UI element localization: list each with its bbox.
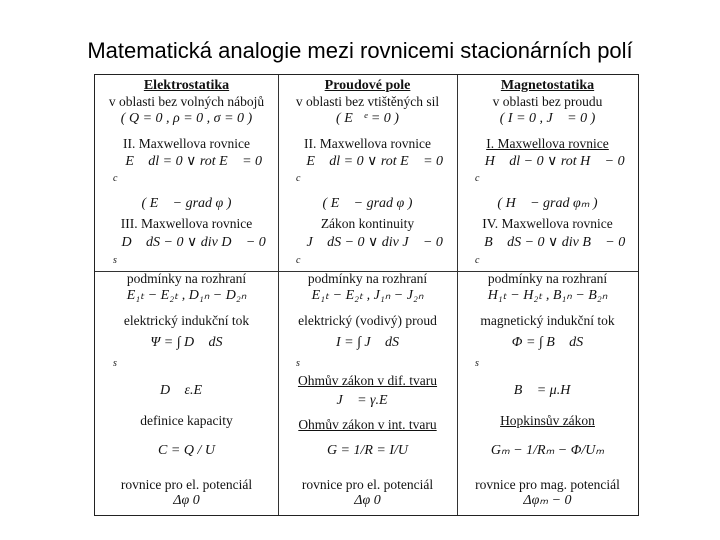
- text-line: Zákon kontinuity: [320, 216, 415, 231]
- column-proudove-pole: [278, 75, 457, 515]
- formula: ( I = 0 , J⃗ = 0 ): [499, 111, 596, 126]
- formula: c: [113, 173, 118, 184]
- column-header: Magnetostatika: [500, 78, 595, 93]
- formula: s: [296, 358, 300, 369]
- formula: ( E⃗ − grad φ ): [322, 196, 413, 211]
- text-line: podmínky na rozhraní: [307, 271, 428, 286]
- text-line: Ohmův zákon v int. tvaru: [298, 417, 437, 432]
- formula: I = ∫ J⃗ dS: [335, 335, 400, 350]
- formula: D⃗ ε.E⃗: [160, 383, 213, 398]
- column-header: Elektrostatika: [143, 78, 230, 93]
- formula: Ψ = ∫ D⃗ dS: [150, 335, 223, 350]
- formula: s: [475, 358, 479, 369]
- formula: ∮ J⃗ dS − 0 ∨ div J⃗ − 0: [292, 235, 443, 250]
- formula: E₁ₜ − E₂ₜ , J₁ₙ − J₂ₙ: [311, 288, 424, 303]
- text-line: II. Maxwellova rovnice: [303, 136, 432, 151]
- formula: ∮ B⃗ dS − 0 ∨ div B⃗ − 0: [469, 235, 626, 250]
- text-line: elektrický (vodivý) proud: [298, 313, 437, 328]
- formula: E₁ₜ − E₂ₜ , D₁ₙ − D₂ₙ: [126, 288, 247, 303]
- column-header: Proudové pole: [324, 78, 411, 93]
- formula: Φ = ∫ B⃗ dS: [511, 335, 584, 350]
- formula: s: [113, 255, 117, 266]
- text-line: v oblasti bez proudu: [492, 94, 603, 109]
- formula: Δφ 0: [354, 493, 381, 508]
- text-line: III. Maxwellova rovnice: [120, 216, 253, 231]
- text-line: Hopkinsův zákon: [500, 413, 595, 428]
- formula: G = 1/R = I/U: [326, 443, 409, 458]
- text-line: rovnice pro mag. potenciál: [475, 477, 620, 492]
- text-line: II. Maxwellova rovnice: [122, 136, 251, 151]
- text-line: podmínky na rozhraní: [126, 271, 247, 286]
- formula: J⃗ = γ.E⃗: [336, 393, 399, 408]
- formula: ∮ D⃗ dS − 0 ∨ div D⃗ − 0: [107, 235, 266, 250]
- formula: ( E⃗ − grad φ ): [141, 196, 232, 211]
- text-line: definice kapacity: [140, 413, 233, 428]
- formula: ∮ E⃗ dl = 0 ∨ rot E⃗ = 0: [291, 154, 444, 169]
- formula: Δφₘ − 0: [523, 493, 572, 508]
- formula: Δφ 0: [173, 493, 200, 508]
- formula: s: [113, 358, 117, 369]
- analogy-table: [94, 74, 639, 516]
- formula: ( H⃗ − grad φₘ ): [497, 196, 598, 211]
- formula: H₁ₜ − H₂ₜ , B₁ₙ − B₂ₙ: [487, 288, 608, 303]
- text-line: I. Maxwellova rovnice: [486, 136, 609, 151]
- text-line: rovnice pro el. potenciál: [301, 477, 434, 492]
- formula: ( Q = 0 , ρ = 0 , σ = 0 ): [120, 111, 253, 126]
- text-line: podmínky na rozhraní: [487, 271, 608, 286]
- text-line: rovnice pro el. potenciál: [120, 477, 253, 492]
- formula: c: [475, 173, 480, 184]
- column-elektrostatika: [95, 75, 278, 515]
- formula: c: [475, 255, 480, 266]
- text-line: v oblasti bez volných nábojů: [108, 94, 265, 109]
- formula: ∮ H⃗ dl − 0 ∨ rot H⃗ − 0: [470, 154, 625, 169]
- formula: C = Q / U: [158, 443, 215, 458]
- formula: c: [296, 255, 301, 266]
- column-magnetostatika: [457, 75, 638, 515]
- text-line: elektrický indukční tok: [123, 313, 250, 328]
- formula: Gₘ − 1/Rₘ − Φ/Uₘ: [490, 443, 605, 458]
- formula: ∮ E⃗ dl = 0 ∨ rot E⃗ = 0: [110, 154, 263, 169]
- text-line: v oblasti bez vtištěných sil: [295, 94, 440, 109]
- text-line: Ohmův zákon v dif. tvaru: [297, 373, 438, 388]
- formula: ( E⃗ᵉ = 0 ): [336, 111, 399, 126]
- slide-title: Matematická analogie mezi rovnicemi stacionárních polí: [87, 38, 633, 63]
- text-line: IV. Maxwellova rovnice: [482, 216, 613, 231]
- text-line: magnetický indukční tok: [480, 313, 615, 328]
- formula: c: [296, 173, 301, 184]
- formula: B⃗ = μ.H⃗: [513, 383, 582, 398]
